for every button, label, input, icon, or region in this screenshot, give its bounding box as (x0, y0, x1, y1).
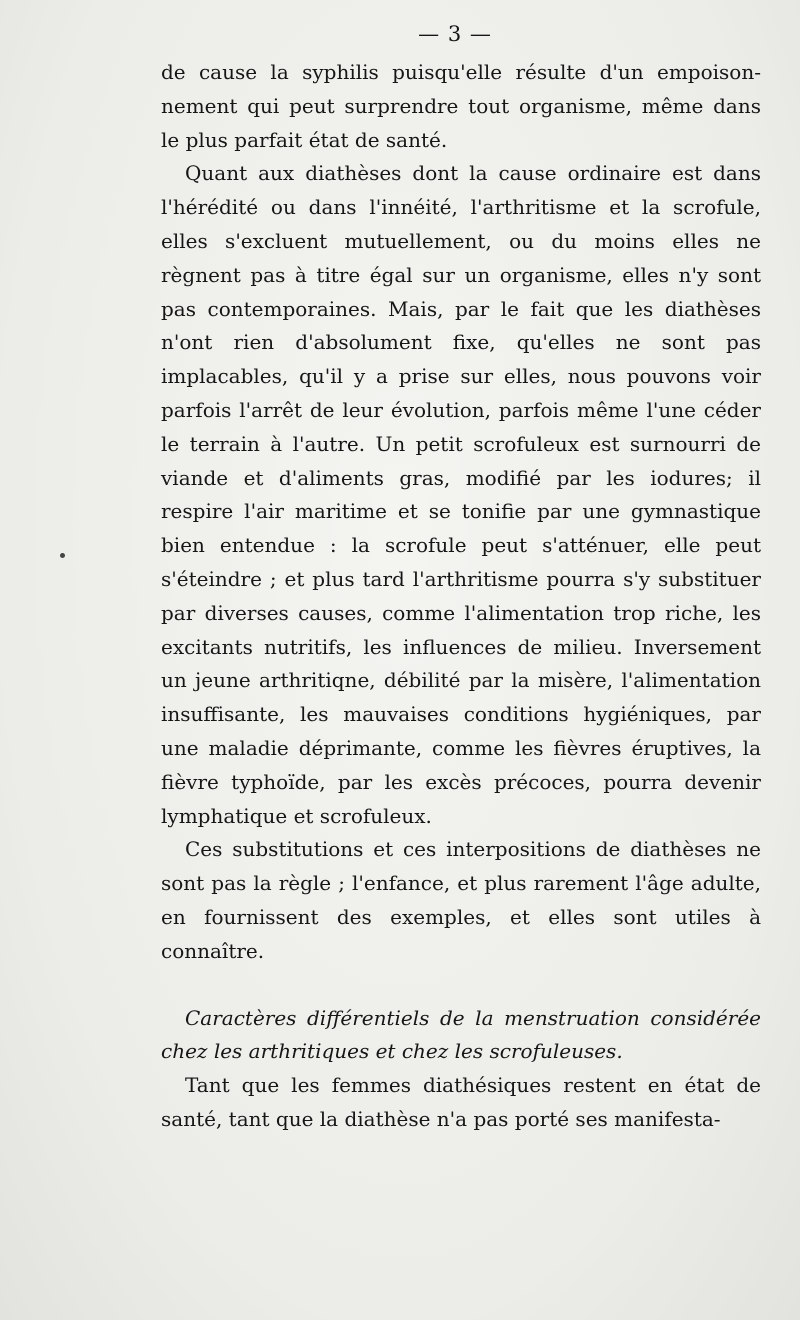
paragraph-2: Quant aux diathèses dont la cause ordinaire est dans l'hérédité ou dans l'innéité, l'arthritisme et la scrofule, elles s'excluent mutuellement, ou du moins elles ne règnent pas à titre égal sur un organisme, elles n'y sont pas contemporaines. Mais, par le fait que les diathèses n'ont rien d'absolument fixe, qu'elles ne sont pas implacables, qu'il y a prise sur elles, nous pouvons voir parfois l'arrêt de leur évolution, parfois même l'une céder le terrain à l'autre. Un petit scrofuleux est surnourri de viande et d'aliments gras, modifié par les iodures; il respire l'air maritime et se tonifie par une gymnastique bien entendue : la scrofule peut s'atténuer, elle peut s'éteindre ; et plus tard l'arthritisme pourra s'y substituer par diverses causes, comme l'alimentation trop riche, les excitants nutritifs, les influences de milieu. Inversement un jeune arthritiqne, débilité par la misère, l'alimentation insuffisante, les mauvaises conditions hygiéniques, par une maladie déprimante, comme les fièvres éruptives, la fièvre typhoïde, par les excès précoces, pourra devenir lymphatique et scrofuleux. (161, 161, 761, 828)
section-heading: Caractères différentiels de la menstruation considérée chez les arthritiques et chez les scrofuleuses. (161, 1005, 761, 1064)
page-number: — 3 — (418, 22, 492, 46)
paragraph-1: de cause la syphilis puisqu'elle résulte d'un empoison-nement qui peut surprendre tout organisme, même dans le plus parfait état de santé. (161, 60, 761, 152)
body-text (161, 56, 761, 1137)
closing-paragraph: Tant que les femmes diathésiques restent en état de santé, tant que la diathèse n'a pas porté ses manifesta- (161, 1073, 761, 1131)
ink-speck (60, 553, 65, 558)
paragraph-3: Ces substitutions et ces interpositions de diathèses ne sont pas la règle ; l'enfance, et plus rarement l'âge adulte, en fournissent des exemples, et elles sont utiles à connaître. (161, 837, 761, 963)
